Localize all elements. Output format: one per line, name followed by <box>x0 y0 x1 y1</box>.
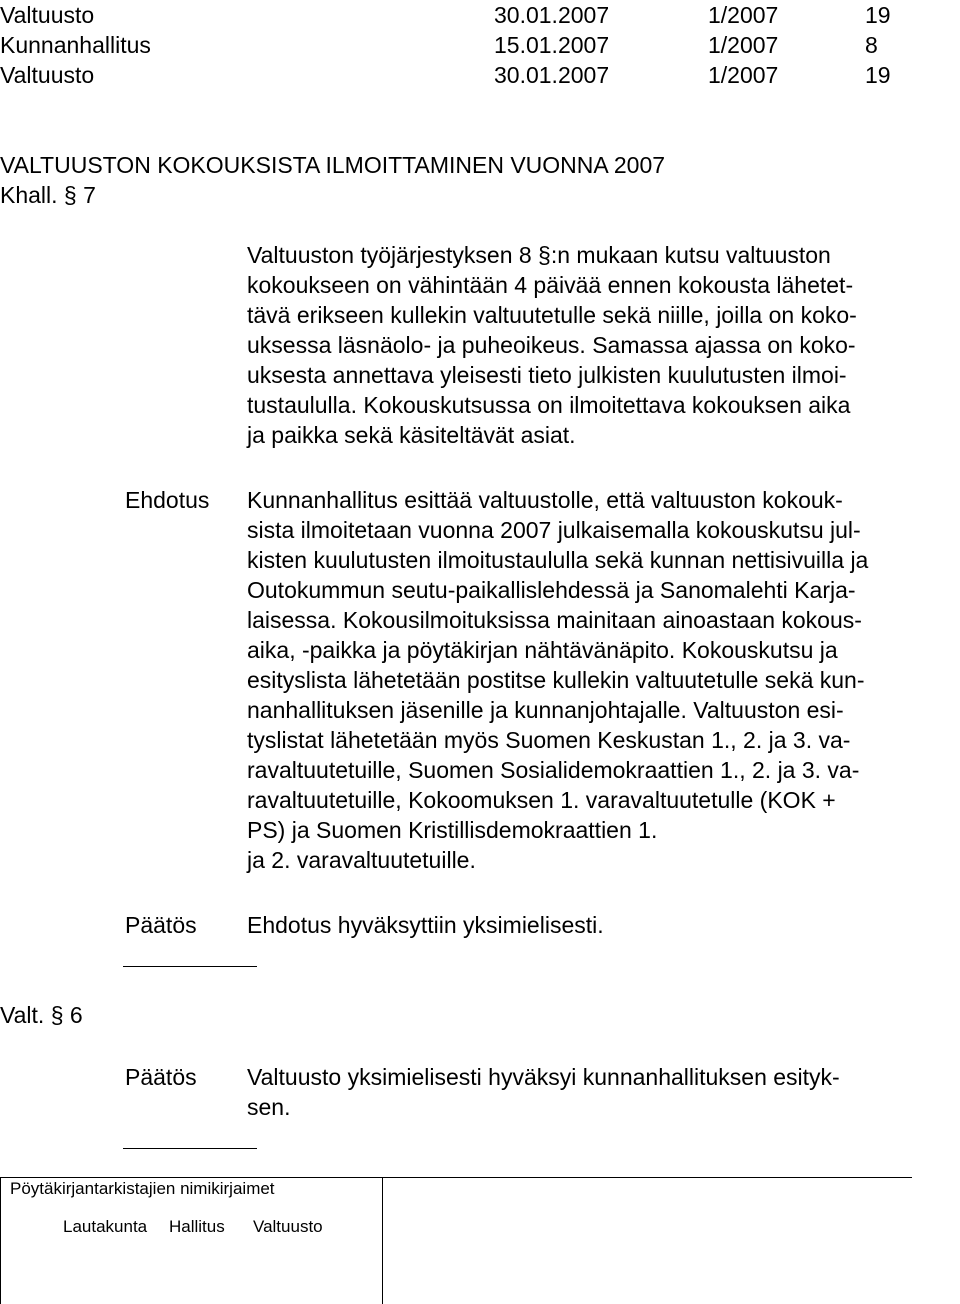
header-body: Valtuusto <box>0 2 95 28</box>
header-number: 1/2007 <box>708 2 779 28</box>
header-page: 8 <box>865 32 878 58</box>
ehdotus-line: esityslista lähetetään postitse kullekin valtuutetulle sekä kun- <box>247 667 865 693</box>
khall-reference: Khall. § 7 <box>0 182 96 208</box>
header-row <box>0 30 960 60</box>
signature-role: Hallitus <box>169 1217 225 1236</box>
paatos-line: Ehdotus hyväksyttiin yksimielisesti. <box>247 912 604 938</box>
paatos-label: Päätös <box>125 1064 197 1090</box>
header-date: 30.01.2007 <box>494 62 610 88</box>
signature-caption: Pöytäkirjantarkistajien nimikirjaimet <box>10 1179 275 1198</box>
header-body: Valtuusto <box>0 62 95 88</box>
ehdotus-line: tyslistat lähetetään myös Suomen Keskustan 1., 2. ja 3. va- <box>247 727 851 753</box>
header-date: 15.01.2007 <box>494 32 610 58</box>
ehdotus-line: kisten kuulutusten ilmoitustaululla sekä kunnan nettisivuilla ja <box>247 547 869 573</box>
signature-box <box>0 1177 912 1304</box>
ehdotus-line: nanhallituksen jäsenille ja kunnanjohtajalle. Valtuuston esi- <box>247 697 844 723</box>
header-page: 19 <box>865 2 891 28</box>
ehdotus-line: ravaltuutetuille, Kokoomuksen 1. varavaltuutetulle (KOK + <box>247 787 836 813</box>
intro-line: uksessa läsnäolo- ja puheoikeus. Samassa ajassa on koko- <box>247 332 856 358</box>
intro-line: tävä erikseen kullekin valtuutetulle sekä niille, joilla on koko- <box>247 302 857 328</box>
signature-role: Valtuusto <box>253 1217 323 1236</box>
ehdotus-label: Ehdotus <box>125 487 210 513</box>
intro-line: uksesta annettava yleisesti tieto julkisten kuulutusten ilmoi- <box>247 362 847 388</box>
paatos-text <box>247 910 959 940</box>
intro-line: Valtuuston työjärjestyksen 8 §:n mukaan kutsu valtuuston <box>247 242 831 268</box>
paatos-line: Valtuusto yksimielisesti hyväksyi kunnanhallituksen esityk- <box>247 1064 840 1090</box>
header-row <box>0 0 960 30</box>
ehdotus-line: Kunnanhallitus esittää valtuustolle, että valtuuston kokouk- <box>247 487 843 513</box>
ehdotus-line: PS) ja Suomen Kristillisdemokraattien 1. <box>247 817 658 843</box>
signature-role: Lautakunta <box>63 1217 148 1236</box>
paatos-line: sen. <box>247 1094 291 1120</box>
ehdotus-paragraph <box>247 485 959 875</box>
intro-line: tustaululla. Kokouskutsussa on ilmoitettava kokouksen aika <box>247 392 851 418</box>
intro-paragraph <box>247 240 959 450</box>
section-rule <box>123 1148 257 1149</box>
paatos-label: Päätös <box>125 912 197 938</box>
header-row <box>0 60 960 90</box>
ehdotus-line: laisessa. Kokousilmoituksissa mainitaan ainoastaan kokous- <box>247 607 862 633</box>
section-rule <box>123 966 257 967</box>
header-body: Kunnanhallitus <box>0 32 151 58</box>
ehdotus-line: ravaltuutetuille, Suomen Sosialidemokraattien 1., 2. ja 3. va- <box>247 757 860 783</box>
document-title: VALTUUSTON KOKOUKSISTA ILMOITTAMINEN VUONNA 2007 <box>0 152 666 178</box>
ehdotus-line: aika, -paikka ja pöytäkirjan nähtävänäpito. Kokouskutsu ja <box>247 637 838 663</box>
header-number: 1/2007 <box>708 32 779 58</box>
intro-line: ja paikka sekä käsiteltävät asiat. <box>247 422 576 448</box>
header-page: 19 <box>865 62 891 88</box>
signature-left-line <box>0 1177 1 1304</box>
ehdotus-line: Outokummun seutu-paikallislehdessä ja Sanomalehti Karja- <box>247 577 856 603</box>
intro-line: kokoukseen on vähintään 4 päivää ennen kokousta lähetet- <box>247 272 854 298</box>
valt-reference: Valt. § 6 <box>0 1002 83 1028</box>
signature-divider <box>382 1177 383 1304</box>
header-number: 1/2007 <box>708 62 779 88</box>
ehdotus-line: sista ilmoitetaan vuonna 2007 julkaisemalla kokouskutsu jul- <box>247 517 861 543</box>
ehdotus-line: ja 2. varavaltuutetuille. <box>247 847 476 873</box>
paatos-text <box>247 1062 959 1122</box>
header-date: 30.01.2007 <box>494 2 610 28</box>
